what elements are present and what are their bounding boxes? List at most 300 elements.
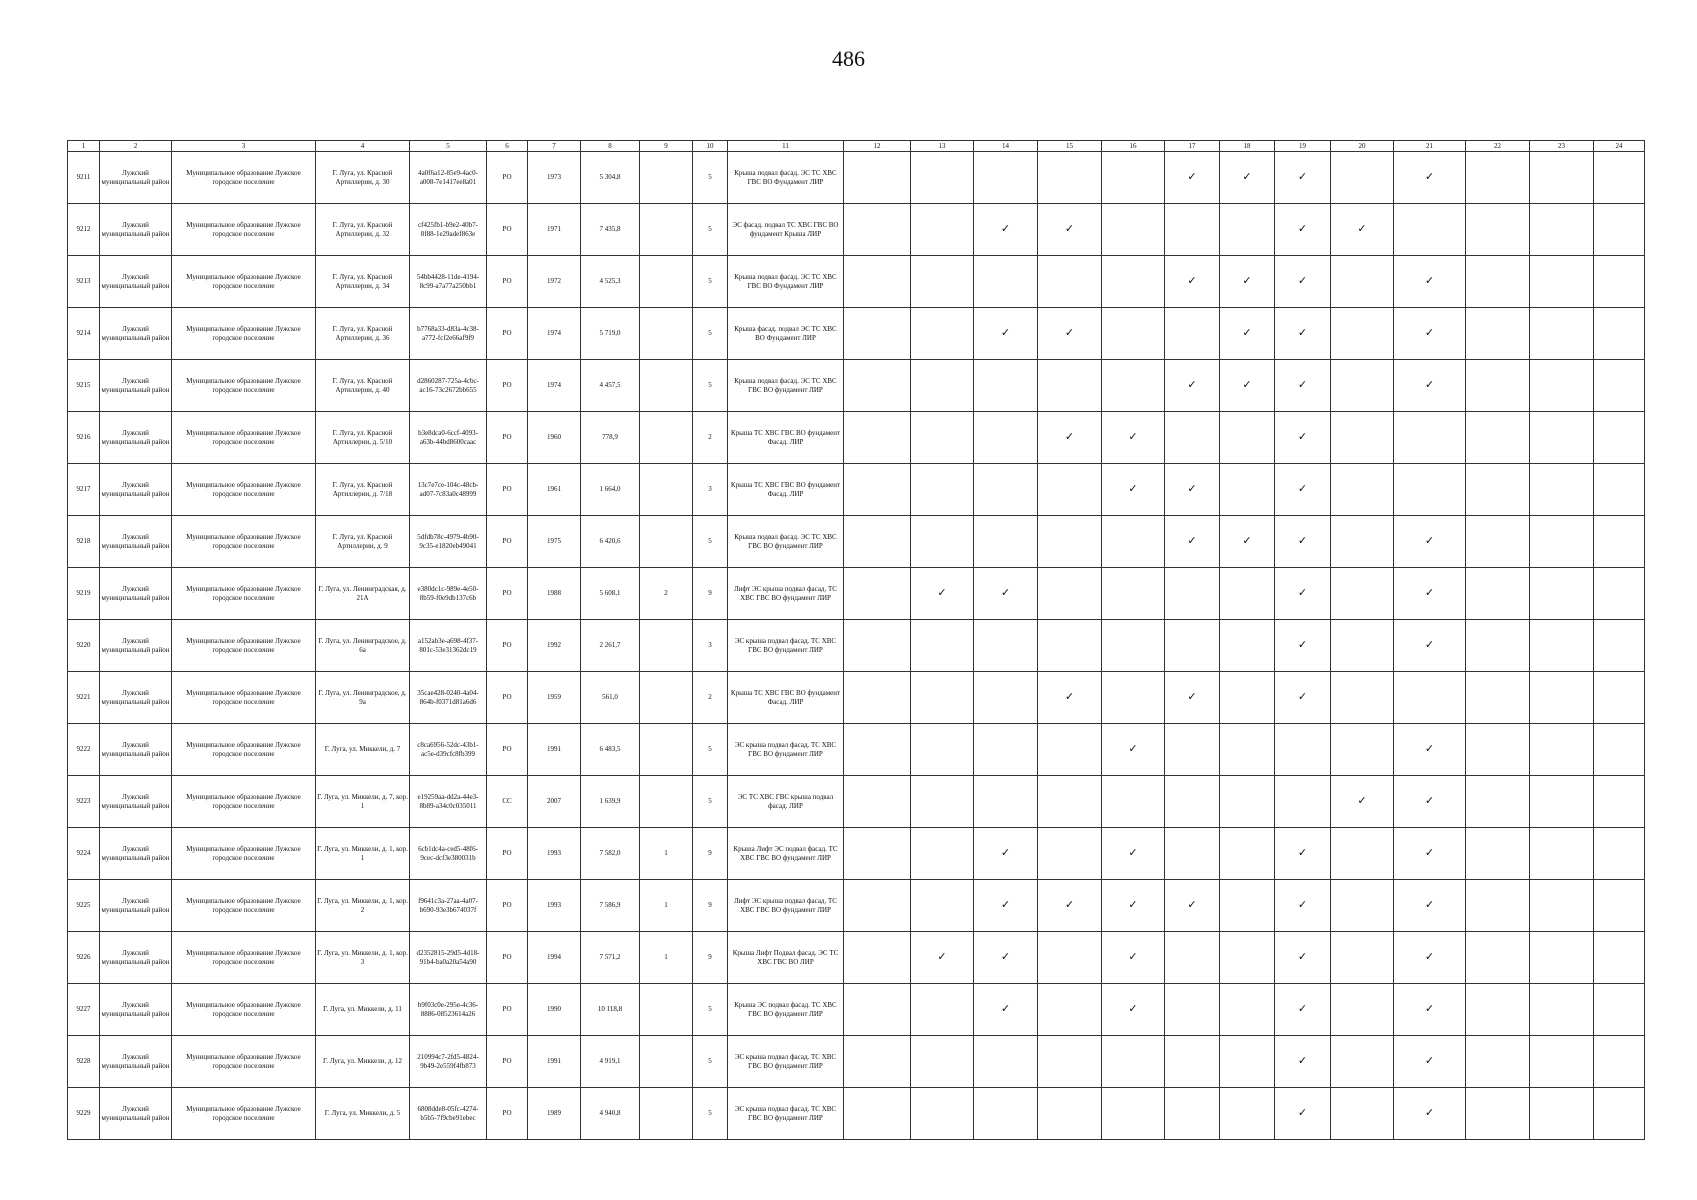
cell-col-17 [1165, 516, 1220, 568]
cell-col-9 [640, 620, 693, 672]
cell-col-4: Г. Луга, ул. Миккели, д. 5 [316, 1088, 410, 1140]
cell-col-8: 6 483,5 [581, 724, 640, 776]
column-header-15: 15 [1038, 141, 1102, 152]
cell-col-12 [844, 360, 911, 412]
column-header-8: 8 [581, 141, 640, 152]
cell-col-23 [1530, 204, 1594, 256]
cell-col-10: 5 [693, 152, 728, 204]
checkmark-icon: ✓ [1424, 171, 1435, 183]
cell-col-2: Лужский муниципальный район [100, 152, 172, 204]
cell-col-4: Г. Луга, ул. Красной Артиллерии, д. 36 [316, 308, 410, 360]
cell-col-1: 9225 [68, 880, 100, 932]
cell-col-4: Г. Луга, ул. Миккели, д. 12 [316, 1036, 410, 1088]
checkmark-icon: ✓ [1297, 483, 1308, 495]
cell-col-13 [911, 672, 974, 724]
cell-col-4: Г. Луга, ул. Красной Артиллерии, д. 30 [316, 152, 410, 204]
cell-col-7: 1990 [528, 984, 581, 1036]
cell-col-10: 5 [693, 984, 728, 1036]
cell-col-10: 5 [693, 1088, 728, 1140]
cell-col-19 [1275, 152, 1331, 204]
checkmark-icon: ✓ [1064, 691, 1075, 703]
cell-col-9 [640, 984, 693, 1036]
cell-col-19 [1275, 256, 1331, 308]
cell-col-5: 13c7e7ce-104c-48cb-ad07-7c83a0c48999 [410, 464, 487, 516]
cell-col-15 [1038, 724, 1102, 776]
cell-col-19 [1275, 932, 1331, 984]
cell-col-6: РО [487, 256, 528, 308]
column-header-7: 7 [528, 141, 581, 152]
cell-col-7: 1960 [528, 412, 581, 464]
cell-col-7: 1975 [528, 516, 581, 568]
table-row [68, 776, 1645, 828]
cell-col-5: 4a0f6a12-85e9-4ac0-a008-7e1417ee8a01 [410, 152, 487, 204]
cell-col-4: Г. Луга, ул. Миккели, д. 1, кор. 3 [316, 932, 410, 984]
cell-col-14 [974, 984, 1038, 1036]
cell-col-11: Крыша подвал фасад. ЭС ТС ХВС ГВС ВО Фундамент ЛИР [728, 152, 844, 204]
checkmark-icon: ✓ [1424, 951, 1435, 963]
cell-col-17 [1165, 204, 1220, 256]
cell-col-8: 561,0 [581, 672, 640, 724]
cell-col-3: Муниципальное образование Лужское городское поселение [172, 672, 316, 724]
checkmark-icon: ✓ [1128, 483, 1138, 495]
cell-col-20 [1331, 776, 1394, 828]
cell-col-24 [1594, 724, 1645, 776]
cell-col-8: 2 261,7 [581, 620, 640, 672]
cell-col-17 [1165, 464, 1220, 516]
cell-col-19 [1275, 880, 1331, 932]
cell-col-14 [974, 672, 1038, 724]
cell-col-23 [1530, 308, 1594, 360]
table-row [68, 984, 1645, 1036]
cell-col-9 [640, 724, 693, 776]
cell-col-18 [1220, 568, 1275, 620]
cell-col-2: Лужский муниципальный район [100, 1036, 172, 1088]
cell-col-15 [1038, 776, 1102, 828]
cell-col-15 [1038, 620, 1102, 672]
checkmark-icon: ✓ [1424, 899, 1435, 911]
cell-col-4: Г. Луга, ул. Красной Артиллерии, д. 40 [316, 360, 410, 412]
cell-col-12 [844, 256, 911, 308]
cell-col-14 [974, 932, 1038, 984]
cell-col-9: 2 [640, 568, 693, 620]
cell-col-16 [1102, 932, 1165, 984]
cell-col-10: 9 [693, 880, 728, 932]
cell-col-18 [1220, 1088, 1275, 1140]
cell-col-10: 5 [693, 204, 728, 256]
cell-col-5: f9641c3a-27aa-4a07-b690-93e3b674037f [410, 880, 487, 932]
cell-col-9 [640, 776, 693, 828]
cell-col-8: 778,9 [581, 412, 640, 464]
cell-col-2: Лужский муниципальный район [100, 984, 172, 1036]
cell-col-7: 1961 [528, 464, 581, 516]
cell-col-15 [1038, 1036, 1102, 1088]
cell-col-3: Муниципальное образование Лужское городское поселение [172, 984, 316, 1036]
cell-col-9: 1 [640, 880, 693, 932]
cell-col-2: Лужский муниципальный район [100, 204, 172, 256]
cell-col-16 [1102, 776, 1165, 828]
cell-col-14 [974, 620, 1038, 672]
cell-col-1: 9222 [68, 724, 100, 776]
cell-col-8: 1 664,0 [581, 464, 640, 516]
column-header-20: 20 [1331, 141, 1394, 152]
cell-col-22 [1466, 880, 1530, 932]
cell-col-24 [1594, 776, 1645, 828]
cell-col-12 [844, 776, 911, 828]
cell-col-24 [1594, 880, 1645, 932]
cell-col-13 [911, 984, 974, 1036]
cell-col-4: Г. Луга, ул. Миккели, д. 1, кор. 2 [316, 880, 410, 932]
cell-col-14 [974, 568, 1038, 620]
cell-col-20 [1331, 360, 1394, 412]
cell-col-4: Г. Луга, ул. Ленинградское, д. 6а [316, 620, 410, 672]
column-header-18: 18 [1220, 141, 1275, 152]
cell-col-21 [1394, 412, 1466, 464]
cell-col-6: РО [487, 620, 528, 672]
cell-col-20 [1331, 256, 1394, 308]
cell-col-17 [1165, 620, 1220, 672]
cell-col-2: Лужский муниципальный район [100, 568, 172, 620]
cell-col-12 [844, 204, 911, 256]
cell-col-16 [1102, 308, 1165, 360]
cell-col-20 [1331, 1088, 1394, 1140]
cell-col-9 [640, 308, 693, 360]
cell-col-20 [1331, 308, 1394, 360]
cell-col-12 [844, 152, 911, 204]
cell-col-12 [844, 412, 911, 464]
cell-col-13 [911, 256, 974, 308]
cell-col-21 [1394, 1088, 1466, 1140]
cell-col-14 [974, 880, 1038, 932]
cell-col-23 [1530, 464, 1594, 516]
cell-col-20 [1331, 828, 1394, 880]
checkmark-icon: ✓ [1128, 951, 1138, 963]
cell-col-9 [640, 1036, 693, 1088]
cell-col-1: 9212 [68, 204, 100, 256]
cell-col-4: Г. Луга, ул. Миккели, д. 7 [316, 724, 410, 776]
table-row [68, 932, 1645, 984]
cell-col-4: Г. Луга, ул. Красной Артиллерии, д. 34 [316, 256, 410, 308]
cell-col-24 [1594, 256, 1645, 308]
cell-col-2: Лужский муниципальный район [100, 932, 172, 984]
cell-col-4: Г. Луга, ул. Ленинградское, д. 9а [316, 672, 410, 724]
cell-col-21 [1394, 620, 1466, 672]
cell-col-6: РО [487, 724, 528, 776]
cell-col-3: Муниципальное образование Лужское городское поселение [172, 360, 316, 412]
cell-col-13 [911, 360, 974, 412]
checkmark-icon: ✓ [1424, 535, 1435, 547]
cell-col-5: e19259aa-dd2a-44e3-8b89-a34c0c035011 [410, 776, 487, 828]
cell-col-7: 1991 [528, 724, 581, 776]
cell-col-11: Крыша ЭС подвал фасад. ТС ХВС ГВС ВО фундамент ЛИР [728, 984, 844, 1036]
cell-col-4: Г. Луга, ул. Красной Артиллерии, д. 9 [316, 516, 410, 568]
cell-col-7: 1974 [528, 308, 581, 360]
cell-col-3: Муниципальное образование Лужское городское поселение [172, 724, 316, 776]
cell-col-21 [1394, 152, 1466, 204]
cell-col-21 [1394, 984, 1466, 1036]
cell-col-11: ЭС ТС ХВС ГВС крыша подвал фасад. ЛИР [728, 776, 844, 828]
cell-col-20 [1331, 204, 1394, 256]
cell-col-10: 5 [693, 256, 728, 308]
cell-col-6: РО [487, 568, 528, 620]
checkmark-icon: ✓ [937, 587, 947, 599]
cell-col-12 [844, 724, 911, 776]
table-row [68, 828, 1645, 880]
cell-col-20 [1331, 516, 1394, 568]
cell-col-18 [1220, 1036, 1275, 1088]
cell-col-15 [1038, 1088, 1102, 1140]
checkmark-icon: ✓ [1242, 275, 1252, 287]
cell-col-2: Лужский муниципальный район [100, 1088, 172, 1140]
cell-col-14 [974, 308, 1038, 360]
column-header-24: 24 [1594, 141, 1645, 152]
cell-col-2: Лужский муниципальный район [100, 828, 172, 880]
cell-col-8: 7 586,9 [581, 880, 640, 932]
checkmark-icon: ✓ [1297, 1107, 1308, 1119]
cell-col-8: 7 582,0 [581, 828, 640, 880]
cell-col-2: Лужский муниципальный район [100, 412, 172, 464]
cell-col-20 [1331, 152, 1394, 204]
cell-col-21 [1394, 828, 1466, 880]
cell-col-11: Крыша фасад. подвал ЭС ТС ХВС ВО Фундамент ЛИР [728, 308, 844, 360]
cell-col-8: 4 919,1 [581, 1036, 640, 1088]
cell-col-5: d2352815-29d5-4d18-91b4-ba0a20a54a90 [410, 932, 487, 984]
cell-col-1: 9221 [68, 672, 100, 724]
cell-col-22 [1466, 828, 1530, 880]
cell-col-20 [1331, 672, 1394, 724]
cell-col-15 [1038, 932, 1102, 984]
cell-col-16 [1102, 568, 1165, 620]
cell-col-18 [1220, 828, 1275, 880]
cell-col-23 [1530, 516, 1594, 568]
cell-col-14 [974, 1036, 1038, 1088]
table-row [68, 1036, 1645, 1088]
cell-col-5: 6808dde8-05fc-4274-b5b5-7f9cbe91ebec [410, 1088, 487, 1140]
cell-col-15 [1038, 308, 1102, 360]
cell-col-14 [974, 724, 1038, 776]
cell-col-18 [1220, 984, 1275, 1036]
cell-col-19 [1275, 360, 1331, 412]
cell-col-10: 5 [693, 1036, 728, 1088]
cell-col-9 [640, 412, 693, 464]
cell-col-8: 1 639,9 [581, 776, 640, 828]
cell-col-21 [1394, 204, 1466, 256]
cell-col-11: Крыша ТС ХВС ГВС ВО фундамент Фасад. ЛИР [728, 464, 844, 516]
cell-col-4: Г. Луга, ул. Красной Артиллерии, д. 7/18 [316, 464, 410, 516]
cell-col-23 [1530, 360, 1594, 412]
checkmark-icon: ✓ [1187, 483, 1197, 495]
cell-col-19 [1275, 204, 1331, 256]
column-header-16: 16 [1102, 141, 1165, 152]
checkmark-icon: ✓ [1000, 1003, 1011, 1015]
cell-col-19 [1275, 1036, 1331, 1088]
cell-col-5: c8ca6956-52dc-43b1-ac5e-d39cfc8fb399 [410, 724, 487, 776]
cell-col-2: Лужский муниципальный район [100, 308, 172, 360]
cell-col-5: 210994c7-2fd5-4824-9b49-2e559f4fb873 [410, 1036, 487, 1088]
cell-col-9 [640, 204, 693, 256]
checkmark-icon: ✓ [1297, 171, 1308, 183]
cell-col-1: 9211 [68, 152, 100, 204]
cell-col-18 [1220, 360, 1275, 412]
cell-col-16 [1102, 360, 1165, 412]
cell-col-8: 4 940,8 [581, 1088, 640, 1140]
cell-col-8: 5 608,1 [581, 568, 640, 620]
cell-col-17 [1165, 932, 1220, 984]
column-header-17: 17 [1165, 141, 1220, 152]
checkmark-icon: ✓ [1297, 1003, 1308, 1015]
cell-col-19 [1275, 672, 1331, 724]
cell-col-15 [1038, 152, 1102, 204]
cell-col-13 [911, 152, 974, 204]
column-header-21: 21 [1394, 141, 1466, 152]
cell-col-9: 1 [640, 828, 693, 880]
cell-col-9 [640, 672, 693, 724]
cell-col-18 [1220, 672, 1275, 724]
cell-col-2: Лужский муниципальный район [100, 464, 172, 516]
cell-col-22 [1466, 516, 1530, 568]
table-row [68, 672, 1645, 724]
cell-col-18 [1220, 256, 1275, 308]
table-row [68, 204, 1645, 256]
cell-col-22 [1466, 256, 1530, 308]
cell-col-8: 6 420,6 [581, 516, 640, 568]
cell-col-24 [1594, 308, 1645, 360]
cell-col-18 [1220, 464, 1275, 516]
cell-col-7: 1973 [528, 152, 581, 204]
cell-col-10: 9 [693, 932, 728, 984]
cell-col-22 [1466, 308, 1530, 360]
cell-col-22 [1466, 776, 1530, 828]
cell-col-18 [1220, 932, 1275, 984]
cell-col-11: ЭС крыша подвал фасад. ТС ХВС ГВС ВО фундамент ЛИР [728, 620, 844, 672]
cell-col-8: 5 719,0 [581, 308, 640, 360]
cell-col-16 [1102, 412, 1165, 464]
cell-col-12 [844, 672, 911, 724]
cell-col-7: 1993 [528, 880, 581, 932]
cell-col-3: Муниципальное образование Лужское городское поселение [172, 256, 316, 308]
cell-col-21 [1394, 724, 1466, 776]
table-header [68, 141, 1645, 152]
table-row [68, 568, 1645, 620]
checkmark-icon: ✓ [1297, 847, 1308, 859]
cell-col-19 [1275, 828, 1331, 880]
cell-col-11: ЭС крыша подвал фасад. ТС ХВС ГВС ВО фундамент ЛИР [728, 724, 844, 776]
checkmark-icon: ✓ [1357, 223, 1367, 235]
cell-col-17 [1165, 568, 1220, 620]
cell-col-21 [1394, 308, 1466, 360]
cell-col-24 [1594, 1036, 1645, 1088]
cell-col-11: Лифт ЭС крыша подвал фасад. ТС ХВС ГВС ВО фундамент ЛИР [728, 880, 844, 932]
checkmark-icon: ✓ [1424, 1107, 1435, 1119]
cell-col-5: a152ab3e-a698-4f37-801c-53e31362dc19 [410, 620, 487, 672]
cell-col-11: Крыша подвал фасад. ЭС ТС ХВС ГВС ВО Фундамент ЛИР [728, 256, 844, 308]
cell-col-21 [1394, 464, 1466, 516]
cell-col-22 [1466, 1036, 1530, 1088]
checkmark-icon: ✓ [1297, 691, 1308, 703]
cell-col-1: 9213 [68, 256, 100, 308]
cell-col-11: Крыша ТС ХВС ГВС ВО фундамент Фасад. ЛИР [728, 672, 844, 724]
cell-col-13 [911, 828, 974, 880]
cell-col-12 [844, 620, 911, 672]
cell-col-10: 5 [693, 308, 728, 360]
cell-col-16 [1102, 880, 1165, 932]
cell-col-16 [1102, 724, 1165, 776]
cell-col-9: 1 [640, 932, 693, 984]
cell-col-6: РО [487, 464, 528, 516]
cell-col-24 [1594, 828, 1645, 880]
cell-col-5: b7768a33-d83a-4c38-a772-fcf2e66af9f9 [410, 308, 487, 360]
column-header-1: 1 [68, 141, 100, 152]
column-header-22: 22 [1466, 141, 1530, 152]
cell-col-13 [911, 724, 974, 776]
cell-col-24 [1594, 516, 1645, 568]
cell-col-13 [911, 932, 974, 984]
cell-col-7: 1989 [528, 1088, 581, 1140]
cell-col-11: ЭС фасад. подвал ТС ХВС ГВС ВО фундамент Крыша ЛИР [728, 204, 844, 256]
cell-col-18 [1220, 620, 1275, 672]
column-header-10: 10 [693, 141, 728, 152]
cell-col-2: Лужский муниципальный район [100, 256, 172, 308]
checkmark-icon: ✓ [1000, 951, 1011, 963]
checkmark-icon: ✓ [1424, 1003, 1435, 1015]
cell-col-16 [1102, 1036, 1165, 1088]
cell-col-6: РО [487, 672, 528, 724]
checkmark-icon: ✓ [1000, 327, 1011, 339]
cell-col-15 [1038, 464, 1102, 516]
checkmark-icon: ✓ [1187, 171, 1197, 183]
cell-col-20 [1331, 984, 1394, 1036]
cell-col-21 [1394, 932, 1466, 984]
cell-col-17 [1165, 1088, 1220, 1140]
cell-col-15 [1038, 204, 1102, 256]
cell-col-10: 5 [693, 724, 728, 776]
cell-col-19 [1275, 516, 1331, 568]
cell-col-7: 1993 [528, 828, 581, 880]
cell-col-11: Крыша подвал фасад. ЭС ТС ХВС ГВС ВО фундамент ЛИР [728, 360, 844, 412]
cell-col-6: РО [487, 932, 528, 984]
table-row [68, 464, 1645, 516]
cell-col-24 [1594, 360, 1645, 412]
cell-col-18 [1220, 204, 1275, 256]
cell-col-19 [1275, 620, 1331, 672]
cell-col-1: 9214 [68, 308, 100, 360]
cell-col-10: 5 [693, 360, 728, 412]
cell-col-22 [1466, 672, 1530, 724]
cell-col-23 [1530, 256, 1594, 308]
cell-col-19 [1275, 308, 1331, 360]
cell-col-12 [844, 516, 911, 568]
cell-col-13 [911, 516, 974, 568]
table-row [68, 724, 1645, 776]
cell-col-22 [1466, 932, 1530, 984]
cell-col-10: 9 [693, 828, 728, 880]
cell-col-3: Муниципальное образование Лужское городское поселение [172, 568, 316, 620]
cell-col-16 [1102, 620, 1165, 672]
cell-col-7: 1992 [528, 620, 581, 672]
checkmark-icon: ✓ [1128, 743, 1138, 755]
cell-col-1: 9218 [68, 516, 100, 568]
checkmark-icon: ✓ [1000, 223, 1011, 235]
cell-col-5: d2860287-725a-4cbc-ac16-73c2672bb655 [410, 360, 487, 412]
checkmark-icon: ✓ [1297, 379, 1308, 391]
cell-col-5: e380dc1c-989e-4e50-8b59-f0e9db137c6b [410, 568, 487, 620]
cell-col-1: 9219 [68, 568, 100, 620]
cell-col-12 [844, 464, 911, 516]
cell-col-22 [1466, 412, 1530, 464]
cell-col-20 [1331, 464, 1394, 516]
column-header-3: 3 [172, 141, 316, 152]
cell-col-1: 9227 [68, 984, 100, 1036]
cell-col-9 [640, 256, 693, 308]
